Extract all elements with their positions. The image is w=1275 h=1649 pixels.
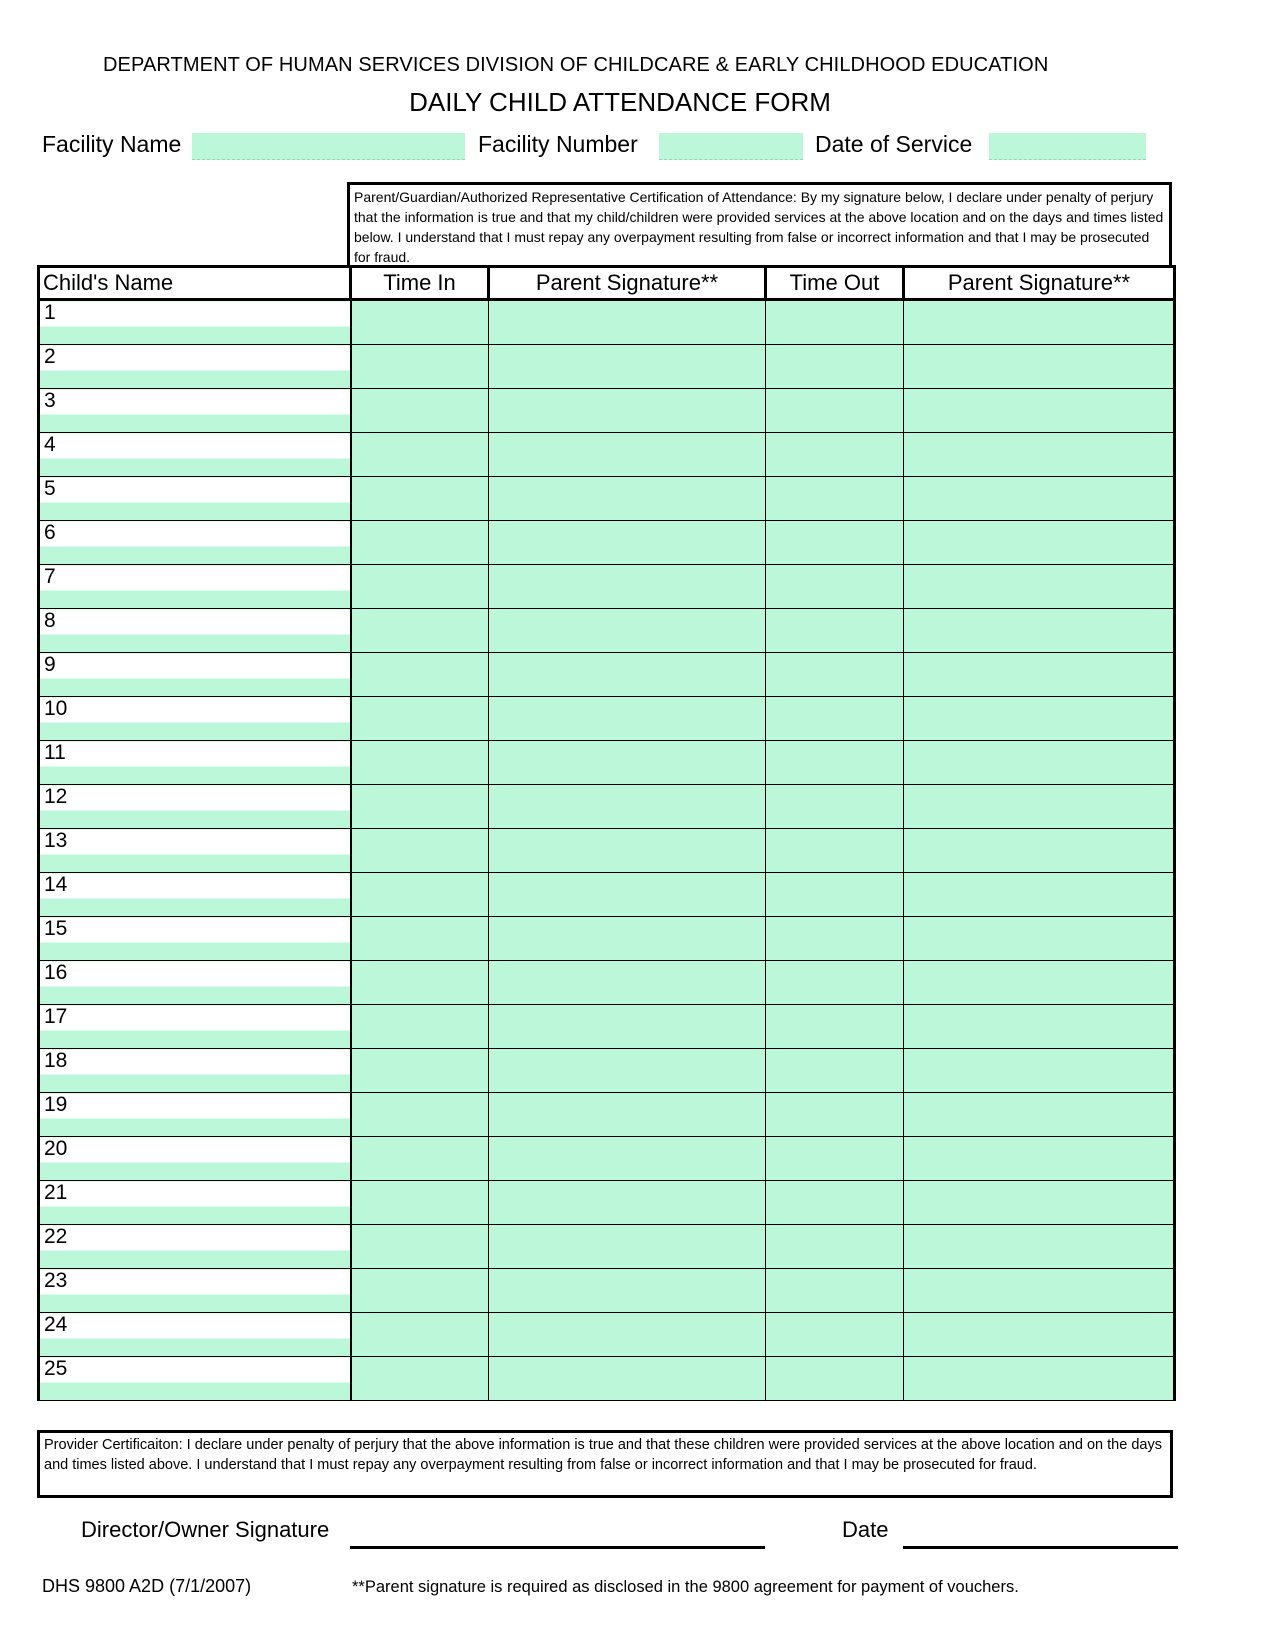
attendance-table <box>37 265 1176 1401</box>
table-row <box>39 1357 1175 1401</box>
parent-certification-text: Parent/Guardian/Authorized Representative Certification of Attendance: By my signature below, I declare under penalty of perjury that the information is true and that my child/children were provided services at the above location and on the days and times listed below. I understand that I must repay any overpayment resulting from false or incorrect information and that I may be prosecuted for fraud. <box>347 182 1172 266</box>
table-row <box>39 873 1175 917</box>
child-name-cell[interactable]: 6 <box>39 521 351 565</box>
time-out-cell[interactable] <box>766 697 904 741</box>
facility-number-label: Facility Number <box>478 131 638 157</box>
time-in-cell[interactable] <box>351 873 489 917</box>
time-in-cell[interactable] <box>351 697 489 741</box>
child-name-cell[interactable]: 25 <box>39 1357 351 1401</box>
child-name-cell[interactable]: 5 <box>39 477 351 521</box>
child-name-cell[interactable]: 23 <box>39 1269 351 1313</box>
child-name-cell[interactable]: 4 <box>39 433 351 477</box>
parent-signature-out-cell[interactable] <box>904 565 1175 609</box>
parent-signature-out-cell[interactable] <box>904 1137 1175 1181</box>
table-row <box>39 389 1175 433</box>
child-name-cell[interactable]: 18 <box>39 1049 351 1093</box>
time-in-cell[interactable] <box>351 521 489 565</box>
parent-signature-in-cell[interactable] <box>489 345 766 389</box>
director-signature-line[interactable] <box>350 1546 765 1549</box>
time-in-cell[interactable] <box>351 389 489 433</box>
time-in-cell[interactable] <box>351 1137 489 1181</box>
parent-signature-in-cell[interactable] <box>489 1181 766 1225</box>
parent-signature-in-cell[interactable] <box>489 1049 766 1093</box>
parent-signature-in-cell[interactable] <box>489 389 766 433</box>
time-in-cell[interactable] <box>351 345 489 389</box>
time-out-cell[interactable] <box>766 1269 904 1313</box>
parent-signature-in-cell[interactable] <box>489 961 766 1005</box>
table-row <box>39 345 1175 389</box>
child-name-cell[interactable]: 22 <box>39 1225 351 1269</box>
child-name-cell[interactable]: 2 <box>39 345 351 389</box>
time-out-cell[interactable] <box>766 389 904 433</box>
table-header-row <box>39 267 1175 300</box>
time-out-cell[interactable] <box>766 1049 904 1093</box>
time-out-cell[interactable] <box>766 345 904 389</box>
time-out-cell[interactable] <box>766 829 904 873</box>
parent-signature-out-cell[interactable] <box>904 1005 1175 1049</box>
child-name-cell[interactable]: 9 <box>39 653 351 697</box>
child-name-cell[interactable]: 1 <box>39 300 351 345</box>
table-row <box>39 917 1175 961</box>
parent-signature-in-cell[interactable] <box>489 1357 766 1401</box>
parent-signature-in-cell[interactable] <box>489 433 766 477</box>
time-out-cell[interactable] <box>766 1093 904 1137</box>
parent-signature-out-cell[interactable] <box>904 741 1175 785</box>
time-in-cell[interactable] <box>351 1181 489 1225</box>
column-header-parent-signature-out: Parent Signature** <box>904 267 1175 300</box>
time-out-cell[interactable] <box>766 1225 904 1269</box>
table-row <box>39 609 1175 653</box>
form-title: DAILY CHILD ATTENDANCE FORM <box>409 87 831 117</box>
parent-signature-in-cell[interactable] <box>489 1225 766 1269</box>
parent-signature-in-cell[interactable] <box>489 829 766 873</box>
time-out-cell[interactable] <box>766 1357 904 1401</box>
child-name-cell[interactable]: 20 <box>39 1137 351 1181</box>
provider-certification-text: Provider Certificaiton: I declare under penalty of perjury that the above information is true and that these children were provided services at the above location and on the days and times listed above. I understand that I must repay any overpayment resulting from false or incorrect information and that I may be prosecuted for fraud. <box>37 1430 1173 1498</box>
signature-date-label: Date <box>842 1517 889 1542</box>
table-row <box>39 1137 1175 1181</box>
time-in-cell[interactable] <box>351 609 489 653</box>
child-name-cell[interactable]: 19 <box>39 1093 351 1137</box>
parent-signature-out-cell[interactable] <box>904 521 1175 565</box>
time-out-cell[interactable] <box>766 873 904 917</box>
time-out-cell[interactable] <box>766 917 904 961</box>
table-row <box>39 785 1175 829</box>
child-name-cell[interactable]: 11 <box>39 741 351 785</box>
child-name-cell[interactable]: 12 <box>39 785 351 829</box>
parent-signature-out-cell[interactable] <box>904 389 1175 433</box>
table-row <box>39 653 1175 697</box>
child-name-cell[interactable]: 16 <box>39 961 351 1005</box>
child-name-cell[interactable]: 10 <box>39 697 351 741</box>
parent-signature-in-cell[interactable] <box>489 1093 766 1137</box>
table-row <box>39 565 1175 609</box>
time-out-cell[interactable] <box>766 1181 904 1225</box>
time-out-cell[interactable] <box>766 300 904 345</box>
time-in-cell[interactable] <box>351 1313 489 1357</box>
parent-signature-in-cell[interactable] <box>489 521 766 565</box>
parent-signature-out-cell[interactable] <box>904 1093 1175 1137</box>
time-out-cell[interactable] <box>766 1313 904 1357</box>
table-row <box>39 433 1175 477</box>
department-heading: DEPARTMENT OF HUMAN SERVICES DIVISION OF CHILDCARE & EARLY CHILDHOOD EDUCATION <box>103 54 1049 76</box>
parent-signature-in-cell[interactable] <box>489 1313 766 1357</box>
table-row <box>39 477 1175 521</box>
parent-signature-out-cell[interactable] <box>904 609 1175 653</box>
time-out-cell[interactable] <box>766 433 904 477</box>
table-row <box>39 829 1175 873</box>
table-row <box>39 1225 1175 1269</box>
parent-signature-in-cell[interactable] <box>489 917 766 961</box>
parent-signature-out-cell[interactable] <box>904 477 1175 521</box>
table-row <box>39 1005 1175 1049</box>
signature-date-line[interactable] <box>903 1546 1178 1549</box>
table-row <box>39 697 1175 741</box>
child-name-cell[interactable]: 8 <box>39 609 351 653</box>
child-name-cell[interactable]: 14 <box>39 873 351 917</box>
time-in-cell[interactable] <box>351 433 489 477</box>
parent-signature-in-cell[interactable] <box>489 1137 766 1181</box>
child-name-cell[interactable]: 13 <box>39 829 351 873</box>
time-out-cell[interactable] <box>766 1005 904 1049</box>
parent-signature-in-cell[interactable] <box>489 697 766 741</box>
table-row <box>39 1269 1175 1313</box>
time-in-cell[interactable] <box>351 1269 489 1313</box>
table-row <box>39 1313 1175 1357</box>
column-header-time-in: Time In <box>351 267 489 300</box>
parent-signature-out-cell[interactable] <box>904 697 1175 741</box>
parent-signature-out-cell[interactable] <box>904 653 1175 697</box>
time-in-cell[interactable] <box>351 917 489 961</box>
table-row <box>39 1181 1175 1225</box>
parent-signature-out-cell[interactable] <box>904 1049 1175 1093</box>
time-out-cell[interactable] <box>766 521 904 565</box>
facility-number-field[interactable] <box>659 133 803 160</box>
facility-name-field[interactable] <box>192 133 465 160</box>
parent-signature-out-cell[interactable] <box>904 785 1175 829</box>
time-out-cell[interactable] <box>766 741 904 785</box>
child-name-cell[interactable]: 3 <box>39 389 351 433</box>
time-in-cell[interactable] <box>351 785 489 829</box>
parent-signature-in-cell[interactable] <box>489 785 766 829</box>
parent-signature-out-cell[interactable] <box>904 1181 1175 1225</box>
parent-signature-in-cell[interactable] <box>489 1005 766 1049</box>
parent-signature-in-cell[interactable] <box>489 741 766 785</box>
time-in-cell[interactable] <box>351 829 489 873</box>
time-in-cell[interactable] <box>351 1093 489 1137</box>
facility-name-label: Facility Name <box>42 131 182 157</box>
time-in-cell[interactable] <box>351 477 489 521</box>
table-row <box>39 741 1175 785</box>
parent-signature-out-cell[interactable] <box>904 1357 1175 1401</box>
parent-signature-in-cell[interactable] <box>489 565 766 609</box>
time-in-cell[interactable] <box>351 741 489 785</box>
column-header-time-out: Time Out <box>766 267 904 300</box>
time-in-cell[interactable] <box>351 1049 489 1093</box>
column-header-parent-signature-in: Parent Signature** <box>489 267 766 300</box>
time-in-cell[interactable] <box>351 961 489 1005</box>
time-in-cell[interactable] <box>351 1225 489 1269</box>
parent-signature-in-cell[interactable] <box>489 300 766 345</box>
time-out-cell[interactable] <box>766 477 904 521</box>
date-of-service-field[interactable] <box>989 133 1146 160</box>
parent-signature-out-cell[interactable] <box>904 917 1175 961</box>
parent-signature-out-cell[interactable] <box>904 345 1175 389</box>
parent-signature-out-cell[interactable] <box>904 961 1175 1005</box>
time-out-cell[interactable] <box>766 609 904 653</box>
table-row <box>39 1049 1175 1093</box>
time-out-cell[interactable] <box>766 785 904 829</box>
table-row <box>39 1093 1175 1137</box>
parent-signature-in-cell[interactable] <box>489 873 766 917</box>
time-in-cell[interactable] <box>351 1005 489 1049</box>
child-name-cell[interactable]: 17 <box>39 1005 351 1049</box>
parent-signature-out-cell[interactable] <box>904 829 1175 873</box>
child-name-cell[interactable]: 24 <box>39 1313 351 1357</box>
column-header-childs-name: Child's Name <box>39 267 351 300</box>
time-out-cell[interactable] <box>766 653 904 697</box>
child-name-cell[interactable]: 15 <box>39 917 351 961</box>
table-row <box>39 521 1175 565</box>
table-row <box>39 961 1175 1005</box>
parent-signature-out-cell[interactable] <box>904 1313 1175 1357</box>
parent-signature-in-cell[interactable] <box>489 609 766 653</box>
parent-signature-in-cell[interactable] <box>489 1269 766 1313</box>
time-in-cell[interactable] <box>351 300 489 345</box>
form-id: DHS 9800 A2D (7/1/2007) <box>42 1576 252 1596</box>
parent-signature-out-cell[interactable] <box>904 873 1175 917</box>
time-out-cell[interactable] <box>766 1137 904 1181</box>
child-name-cell[interactable]: 21 <box>39 1181 351 1225</box>
parent-signature-out-cell[interactable] <box>904 1225 1175 1269</box>
child-name-cell[interactable]: 7 <box>39 565 351 609</box>
parent-signature-in-cell[interactable] <box>489 477 766 521</box>
parent-signature-out-cell[interactable] <box>904 433 1175 477</box>
time-out-cell[interactable] <box>766 961 904 1005</box>
parent-signature-out-cell[interactable] <box>904 300 1175 345</box>
date-of-service-label: Date of Service <box>815 131 973 157</box>
time-in-cell[interactable] <box>351 653 489 697</box>
parent-signature-out-cell[interactable] <box>904 1269 1175 1313</box>
time-out-cell[interactable] <box>766 565 904 609</box>
table-row <box>39 300 1175 345</box>
parent-signature-note: **Parent signature is required as disclosed in the 9800 agreement for payment of vouchers. <box>352 1578 1019 1596</box>
director-signature-label: Director/Owner Signature <box>81 1517 330 1542</box>
parent-signature-in-cell[interactable] <box>489 653 766 697</box>
time-in-cell[interactable] <box>351 565 489 609</box>
time-in-cell[interactable] <box>351 1357 489 1401</box>
